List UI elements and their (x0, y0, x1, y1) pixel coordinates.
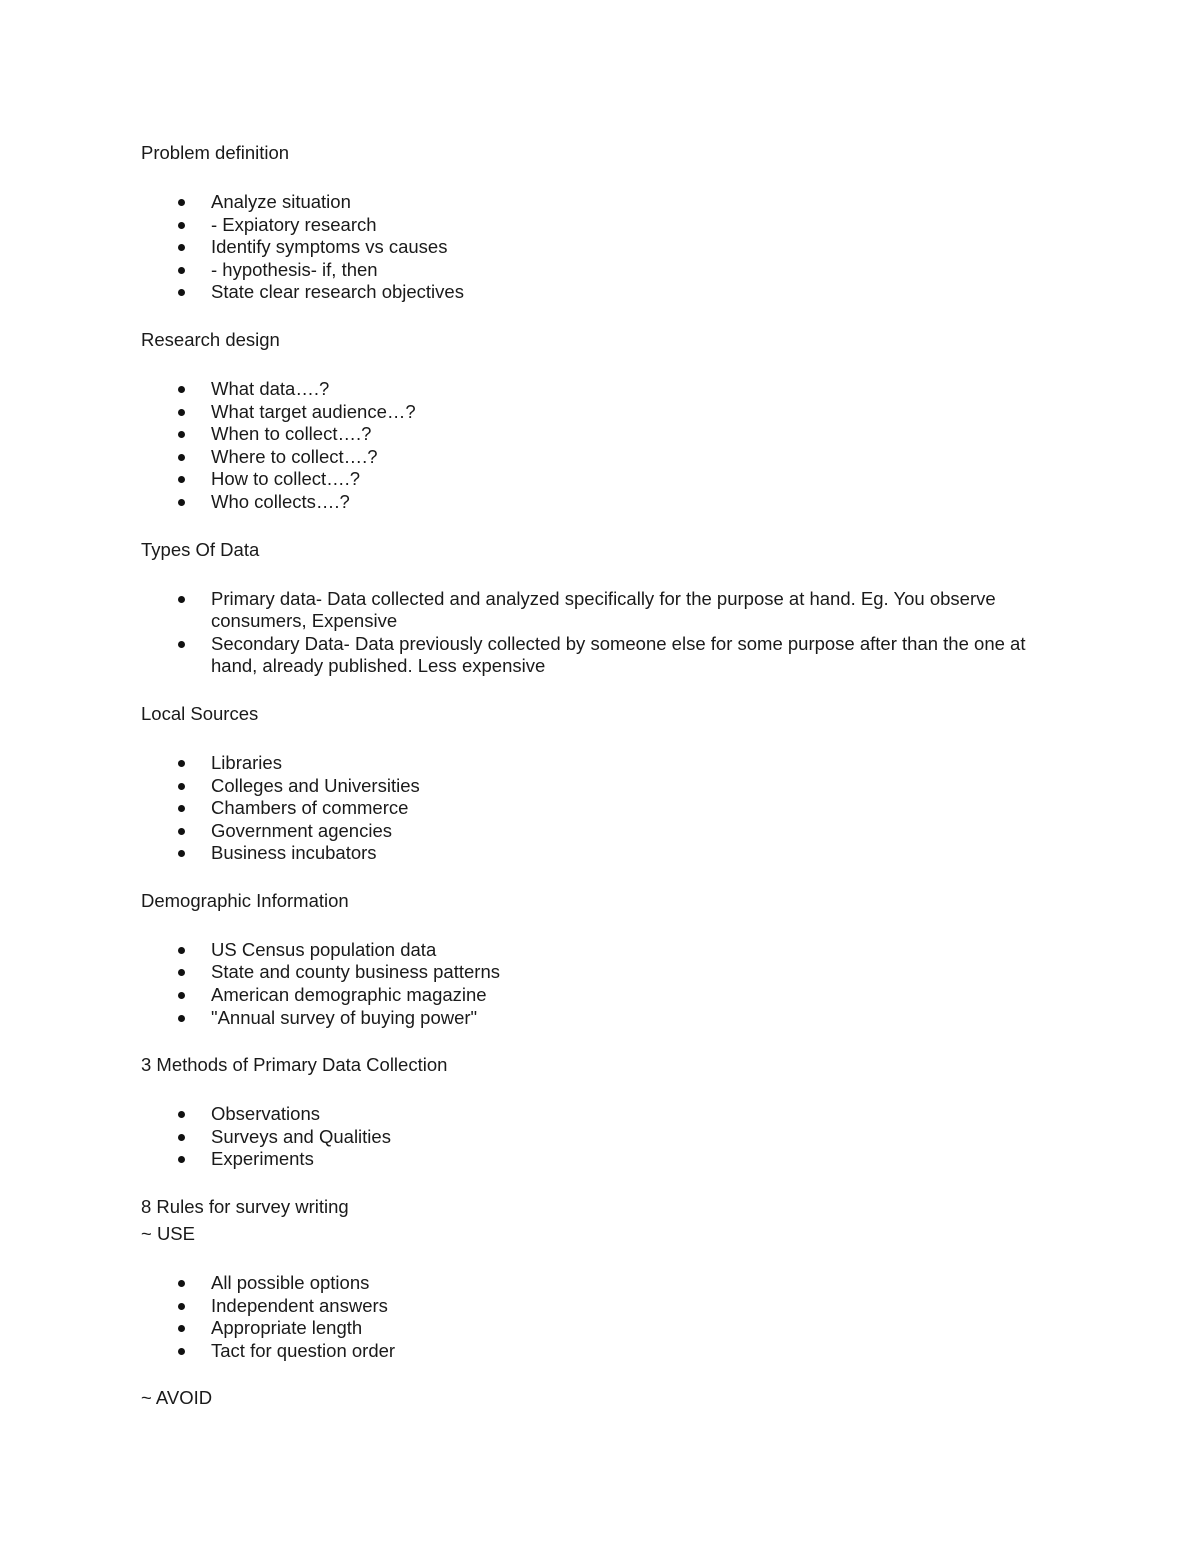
list-item-text: Government agencies (211, 819, 392, 841)
list-item (141, 1126, 1066, 1149)
section-heading: Research design (141, 328, 280, 350)
list-item-text: Observations (211, 1103, 320, 1125)
section-heading: Problem definition (141, 142, 290, 163)
list-item-text: Libraries (211, 751, 282, 773)
list-item (141, 797, 1066, 820)
list-item (141, 446, 1066, 469)
list-item-text: All possible options (211, 1272, 370, 1294)
list-item-text: What data….? (211, 377, 330, 399)
section-heading: Types Of Data (141, 538, 260, 560)
list-item-text: Colleges and Universities (211, 774, 420, 796)
section-problem-definition (141, 141, 1066, 304)
bullet-icon (178, 760, 185, 767)
bullet-list (141, 752, 1066, 865)
list-item-text: When to collect….? (211, 423, 372, 445)
list-item (141, 820, 1066, 843)
list-item (141, 281, 1066, 304)
bullet-icon (178, 409, 185, 416)
bullet-icon (178, 1280, 185, 1287)
bullet-icon (178, 805, 185, 812)
list-item (141, 984, 1066, 1007)
list-item (141, 1103, 1066, 1126)
list-item (141, 1148, 1066, 1171)
bullet-icon (178, 222, 185, 229)
list-item (141, 633, 1066, 678)
list-item-text: Where to collect….? (211, 445, 378, 467)
bullet-icon (178, 431, 185, 438)
list-item-text: "Annual survey of buying power" (211, 1006, 478, 1028)
bullet-icon (178, 1134, 185, 1141)
list-item (141, 1295, 1066, 1318)
list-item-text: Surveys and Qualities (211, 1125, 391, 1147)
bullet-list (141, 1103, 1066, 1171)
trailing-subheading: ~ AVOID (141, 1387, 213, 1409)
list-item-text: Analyze situation (211, 191, 351, 212)
bullet-icon (178, 386, 185, 393)
bullet-icon (178, 1111, 185, 1118)
bullet-icon (178, 596, 185, 603)
list-item (141, 491, 1066, 514)
list-item (141, 259, 1066, 282)
list-item-text: State clear research objectives (211, 281, 464, 303)
bullet-icon (178, 1015, 185, 1022)
list-item-text: Who collects….? (211, 490, 350, 512)
list-item (141, 214, 1066, 237)
bullet-list (141, 588, 1066, 678)
list-item (141, 191, 1066, 214)
bullet-icon (178, 499, 185, 506)
section-heading: Local Sources (141, 702, 259, 724)
list-item (141, 423, 1066, 446)
bullet-icon (178, 641, 185, 648)
bullet-icon (178, 244, 185, 251)
list-item-text: American demographic magazine (211, 984, 487, 1006)
bullet-icon (178, 454, 185, 461)
bullet-icon (178, 289, 185, 296)
list-item (141, 401, 1066, 424)
list-item-text: Tact for question order (211, 1339, 396, 1361)
section-primary-data-methods (141, 1053, 1066, 1171)
list-item-text: Identify symptoms vs causes (211, 236, 448, 258)
list-item (141, 1317, 1066, 1340)
bullet-icon (178, 1156, 185, 1163)
bullet-icon (178, 1325, 185, 1332)
bullet-icon (178, 828, 185, 835)
bullet-icon (178, 476, 185, 483)
section-local-sources (141, 702, 1066, 865)
list-item-text: What target audience…? (211, 400, 416, 422)
list-item-text: - hypothesis- if, then (211, 258, 378, 280)
section-survey-rules (141, 1195, 1066, 1362)
section-heading: 3 Methods of Primary Data Collection (141, 1054, 448, 1076)
bullet-list (141, 1272, 1066, 1362)
bullet-icon (178, 992, 185, 999)
list-item-text: Experiments (211, 1148, 314, 1170)
list-item-text: Chambers of commerce (211, 797, 409, 819)
list-item-text: - Expiatory research (211, 213, 377, 235)
list-item-text: Independent answers (211, 1294, 388, 1316)
bullet-list (141, 191, 1066, 304)
list-item (141, 775, 1066, 798)
list-item (141, 842, 1066, 865)
bullet-icon (178, 947, 185, 954)
list-item-text: Business incubators (211, 842, 377, 864)
section-heading: Demographic Information (141, 889, 349, 911)
list-item (141, 1007, 1066, 1030)
bullet-list (141, 939, 1066, 1029)
bullet-icon (178, 850, 185, 857)
section-research-design (141, 328, 1066, 514)
section-subheading: ~ USE (141, 1223, 195, 1245)
bullet-icon (178, 199, 185, 206)
list-item-text: State and county business patterns (211, 961, 500, 983)
list-item (141, 468, 1066, 491)
list-item (141, 752, 1066, 775)
document-page (141, 141, 1066, 1410)
bullet-icon (178, 1348, 185, 1355)
list-item (141, 588, 1066, 633)
bullet-icon (178, 1303, 185, 1310)
section-types-of-data (141, 538, 1066, 678)
list-item-text: Primary data- Data collected and analyzed specifically for the purpose at hand. Eg. You observe consumers, Expensive (211, 587, 996, 632)
list-item (141, 1272, 1066, 1295)
list-item (141, 236, 1066, 259)
list-item-text: Appropriate length (211, 1317, 363, 1339)
bullet-icon (178, 969, 185, 976)
bullet-icon (178, 783, 185, 790)
list-item (141, 939, 1066, 962)
list-item-text: How to collect….? (211, 468, 361, 490)
section-demographic-information (141, 889, 1066, 1029)
list-item (141, 1340, 1066, 1363)
bullet-list (141, 378, 1066, 514)
list-item (141, 961, 1066, 984)
list-item-text: US Census population data (211, 938, 437, 960)
list-item (141, 378, 1066, 401)
bullet-icon (178, 267, 185, 274)
list-item-text: Secondary Data- Data previously collected by someone else for some purpose after than the one at hand, already published. Less expensive (211, 632, 1026, 677)
section-heading: 8 Rules for survey writing (141, 1196, 349, 1218)
